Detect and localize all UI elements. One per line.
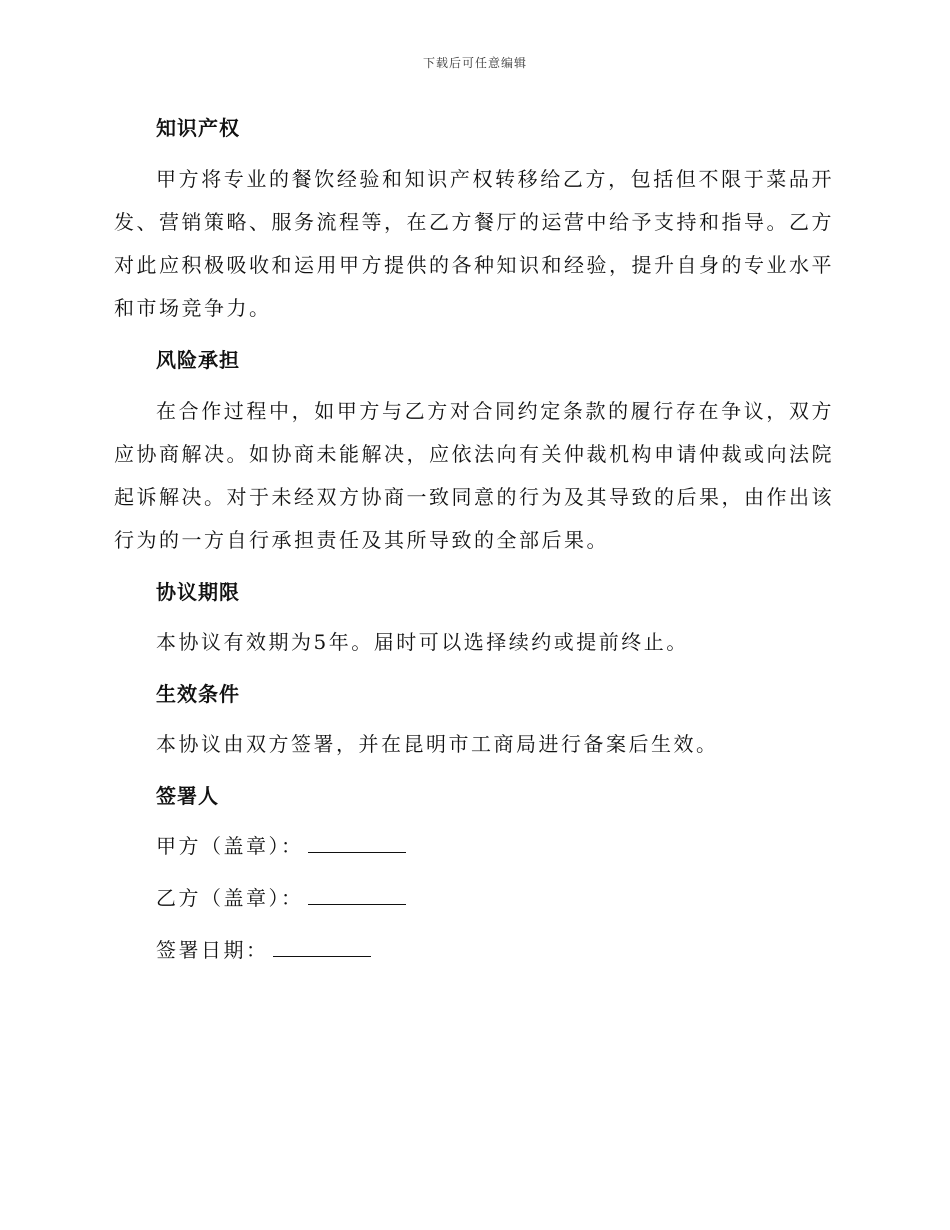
signature-date-blank[interactable] [273,936,371,957]
signatures-heading: 签署人 [156,784,219,808]
signature-date [114,930,834,970]
signature-party-b [114,878,834,918]
section-body-term: 本协议有效期为5年。届时可以选择续约或提前终止。 [156,630,689,654]
section-body-risk: 在合作过程中，如甲方与乙方对合同约定条款的履行存在争议，双方应协商解决。如协商未能解决，应依法向有关仲裁机构申请仲裁或向法院起诉解决。对于未经双方协商一致同意的行为及其导致的后果，由作出该行为的一方自行承担责任及其所导致的全部后果。 [114,399,834,552]
page-header: 下载后可任意编辑 [422,56,527,70]
document-body [114,108,834,982]
signature-date-label: 签署日期： [156,938,269,962]
section-heading-ip: 知识产权 [156,116,240,140]
signature-party-b-label: 乙方（盖章）： [156,886,304,910]
signature-party-a-label: 甲方（盖章）： [156,834,304,858]
section-heading-risk: 风险承担 [156,348,240,372]
signature-party-b-blank[interactable] [308,884,406,905]
section-body-effective: 本协议由双方签署，并在昆明市工商局进行备案后生效。 [156,732,719,756]
section-heading-effective: 生效条件 [156,682,240,706]
signature-party-a [114,826,834,866]
section-body-ip: 甲方将专业的餐饮经验和知识产权转移给乙方，包括但不限于菜品开发、营销策略、服务流程等，在乙方餐厅的运营中给予支持和指导。乙方对此应积极吸收和运用甲方提供的各种知识和经验，提升自身的专业水平和市场竞争力。 [114,167,834,320]
signature-party-a-blank[interactable] [308,832,406,853]
section-heading-term: 协议期限 [156,580,240,604]
